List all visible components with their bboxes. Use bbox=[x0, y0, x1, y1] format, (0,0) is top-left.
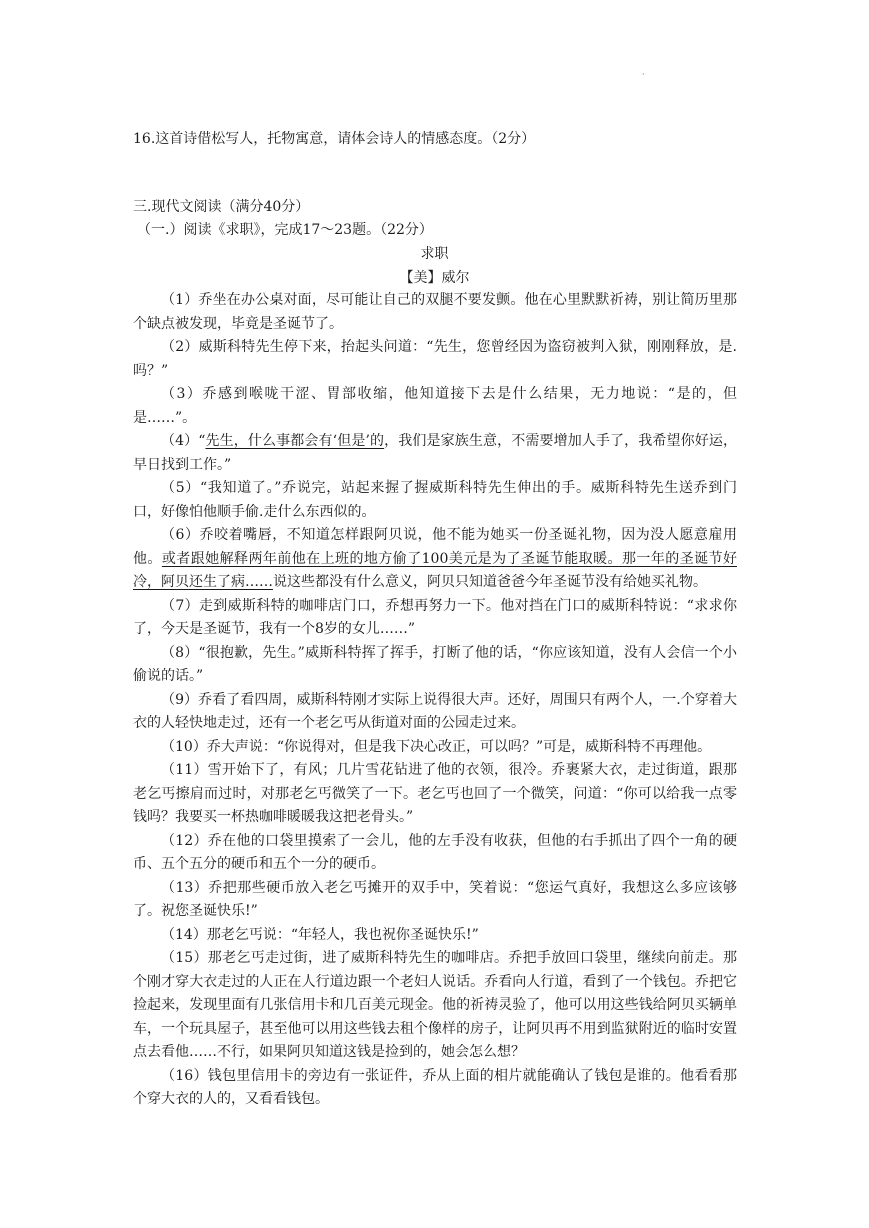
paragraph-3: （3）乔感到喉咙干涩、胃部收缩，他知道接下去是什么结果，无力地说：“是的，但是……”。 bbox=[133, 386, 737, 426]
story-title: 求职 bbox=[420, 246, 449, 262]
paragraph-5: （5）“我知道了。”乔说完，站起来握了握威斯科特先生伸出的手。威斯科特先生送乔到门口，好像怕他顺手偷.走什么东西似的。 bbox=[133, 480, 737, 520]
paragraph-7: （7）走到威斯科特的咖啡店门口，乔想再努力一下。他对挡在门口的威斯科特说：“求求你了，今天是圣诞节，我有一个8岁的女儿……” bbox=[133, 597, 737, 637]
corner-mark: · bbox=[642, 70, 645, 79]
paragraph-4 bbox=[133, 430, 737, 477]
paragraph-9: （9）乔看了看四周，威斯科特刚才实际上说得很大声。还好，周围只有两个人，一.个穿着大衣的人轻快地走过，还有一个老乞丐从街道对面的公园走过来。 bbox=[133, 691, 737, 731]
paragraph-4-rest: ，我们是家族生意，不需要增加人手了，我希望你好运，早日找到工作。” bbox=[133, 433, 738, 473]
paragraph-2: （2）威斯科特先生停下来，抬起头问道：“先生，您曾经因为盗窃被判入狱，刚刚释放，是.吗？” bbox=[133, 339, 737, 379]
underlined-sentence-6: 或者跟她解释两年前他在上班的地方偷了100美元是为了圣诞节能取暖。那一年的圣诞节好冷，阿贝还生了病…… bbox=[133, 550, 737, 590]
paragraph-10: （10）乔大声说：“你说得对，但是我下决心改正，可以吗？”可是，威斯科特不再理他。 bbox=[161, 738, 712, 755]
paragraph-6-lead: （6）乔咬着嘴唇，不知道怎样跟阿贝说，他不能为她买一份圣诞礼物，因为没人愿意雇用他。 bbox=[133, 527, 737, 567]
section-subtitle: （一.）阅读《求职》，完成17～23题。（22分） bbox=[137, 222, 433, 238]
paragraph-4-lead: （4）“ bbox=[161, 433, 206, 449]
story-author: 【美】威尔 bbox=[399, 270, 470, 286]
question-16: 16.这首诗借松写人，托物寓意，请体会诗人的情感态度。（2分） bbox=[133, 131, 536, 147]
paragraph-12: （12）乔在他的口袋里摸索了一会儿，他的左手没有收获，但他的右手抓出了四个一角的硬币、五个五分的硬币和五个一分的硬币。 bbox=[133, 832, 737, 872]
section-title: 三.现代文阅读（满分40分） bbox=[133, 199, 310, 215]
story-body bbox=[133, 289, 737, 1112]
paragraph-11: （11）雪开始下了，有风；几片雪花钻进了他的衣领，很冷。乔裹紧大衣，走过街道，跟那老乞丐擦肩而过时，对那老乞丐微笑了一下。老乞丐也回了一个微笑，问道：“你可以给我一点零钱吗？我要买一杯热咖啡暖暖我这把老骨头。” bbox=[133, 762, 737, 825]
paragraph-16: （16）钱包里信用卡的旁边有一张证件，乔从上面的相片就能确认了钱包是谁的。他看看那个穿大衣的人的，又看看钱包。 bbox=[133, 1067, 737, 1107]
paragraph-13: （13）乔把那些硬币放入老乞丐摊开的双手中，笑着说：“您运气真好，我想这么多应该够了。祝您圣诞快乐!” bbox=[133, 879, 737, 919]
paragraph-6 bbox=[133, 524, 737, 595]
paragraph-6-rest: 说这些都没有什么意义，阿贝只知道爸爸今年圣诞节没有给她买礼物。 bbox=[273, 574, 707, 590]
underlined-sentence-4: 先生，什么事都会有‘但是’的 bbox=[205, 433, 385, 449]
paragraph-8: （8）“很抱歉，先生。”威斯科特挥了挥手，打断了他的话，“你应该知道，没有人会信一个小偷说的话。” bbox=[133, 644, 737, 684]
paragraph-15: （15）那老乞丐走过街，进了威斯科特先生的咖啡店。乔把手放回口袋里，继续向前走。那个刚才穿大衣走过的人正在人行道边跟一个老妇人说话。乔看向人行道，看到了一个钱包。乔把它捡起来，发现里面有几张信用卡和几百美元现金。他的祈祷灵验了，他可以用这些钱给阿贝买辆单车，一个玩具屋子，甚至他可以用这些钱去租个像样的房子，让阿贝再不用到监狱附近的临时安置点去看他……不行，如果阿贝知道这钱是捡到的，她会怎么想？ bbox=[133, 950, 737, 1060]
paragraph-1: （1）乔坐在办公桌对面，尽可能让自己的双腿不要发颤。他在心里默默祈祷，别让简历里那个缺点被发现，毕竟是圣诞节了。 bbox=[133, 292, 737, 332]
paragraph-14: （14）那老乞丐说：“年轻人，我也祝你圣诞快乐!” bbox=[161, 926, 479, 943]
